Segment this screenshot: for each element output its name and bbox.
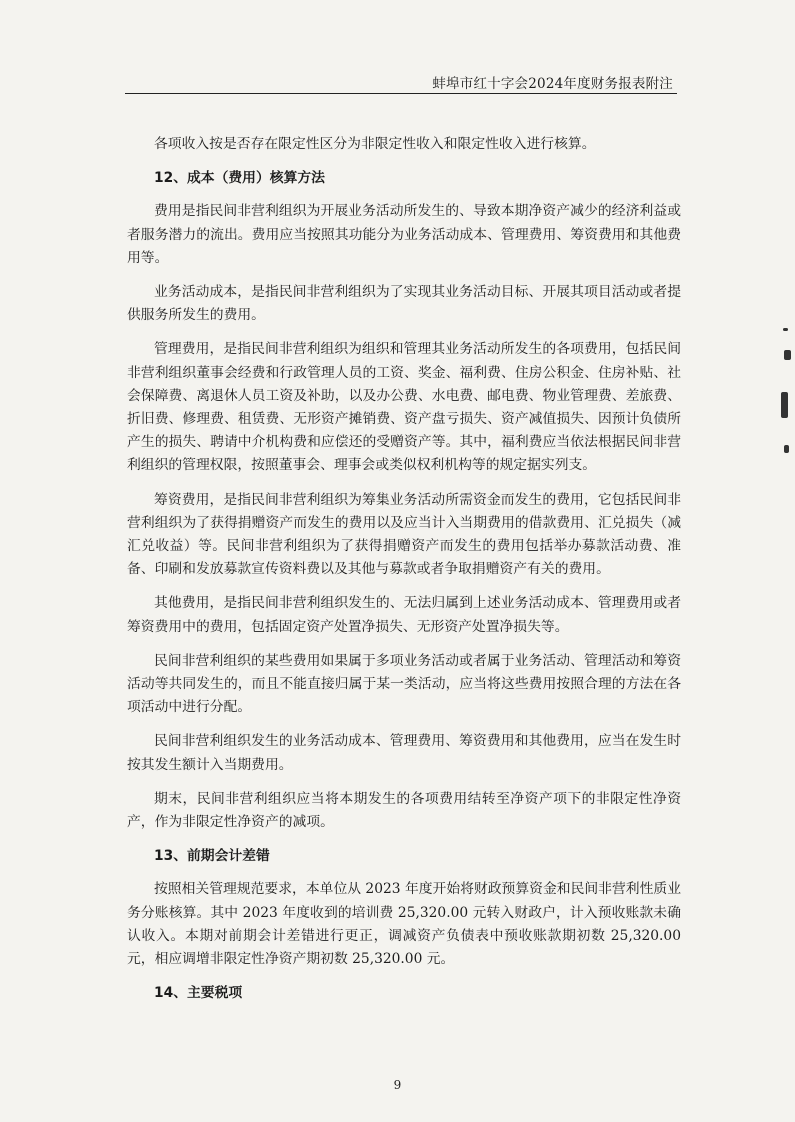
section-heading-13: 13、前期会计差错	[154, 848, 270, 865]
scan-edge-marks	[775, 320, 795, 480]
paragraph: 按照相关管理规范要求，本单位从 2023 年度开始将财政预算资金和民间非营利性质业务分账核算。其中 2023 年度收到的培训费 25,320.00 元转入财政户，计入预收账款未确认收入。本期对前期会计差错进行更正，调减资产负债表中预收账款期初数 25,320.00 元，相应调增非限定性净资产期初数 25,320.00 元。	[127, 881, 681, 968]
section-heading-14: 14、主要税项	[154, 985, 243, 1002]
paragraph: 期末，民间非营利组织应当将本期发生的各项费用结转至净资产项下的非限定性净资产，作为非限定性净资产的减项。	[127, 790, 681, 831]
document-body	[127, 133, 681, 1016]
page-number: 9	[393, 1078, 402, 1092]
paragraph: 费用是指民间非营利组织为开展业务活动所发生的、导致本期净资产减少的经济利益或者服务潜力的流出。费用应当按照其功能分为业务活动成本、管理费用、筹资费用和其他费用等。	[127, 203, 681, 266]
paragraph: 各项收入按是否存在限定性区分为非限定性收入和限定性收入进行核算。	[154, 136, 596, 152]
paragraph: 民间非营利组织的某些费用如果属于多项业务活动或者属于业务活动、管理活动和筹资活动等共同发生的，而且不能直接归属于某一类活动，应当将这些费用按照合理的方法在各项活动中进行分配。	[127, 652, 681, 716]
section-heading-12: 12、成本（费用）核算方法	[154, 170, 325, 187]
paragraph: 民间非营利组织发生的业务活动成本、管理费用、筹资费用和其他费用，应当在发生时按其发生额计入当期费用。	[127, 733, 681, 773]
paragraph: 业务活动成本，是指民间非营利组织为了实现其业务活动目标、开展其项目活动或者提供服务所发生的费用。	[127, 284, 681, 324]
paragraph: 其他费用，是指民间非营利组织发生的、无法归属到上述业务活动成本、管理费用或者筹资费用中的费用，包括固定资产处置净损失、无形资产处置净损失等。	[127, 595, 681, 635]
running-header: 蚌埠市红十字会2024年度财务报表附注	[432, 76, 673, 92]
paragraph: 筹资费用，是指民间非营利组织为筹集业务活动所需资金而发生的费用，它包括民间非营利组织为了获得捐赠资产而发生的费用以及应当计入当期费用的借款费用、汇兑损失（减汇兑收益）等。民间非营利组织为了获得捐赠资产而发生的费用包括举办募款活动费、准备、印刷和发放募款宣传资料费以及其他与募款或者争取捐赠资产有关的费用。	[127, 491, 681, 578]
paragraph: 管理费用，是指民间非营利组织为组织和管理其业务活动所发生的各项费用，包括民间非营利组织董事会经费和行政管理人员的工资、奖金、福利费、住房公积金、住房补贴、社会保障费、离退休人员工资及补助，以及办公费、水电费、邮电费、物业管理费、差旅费、折旧费、修理费、租赁费、无形资产摊销费、资产盘亏损失、资产减值损失、因预计负债所产生的损失、聘请中介机构费和应偿还的受赠资产等。其中，福利费应当依法根据民间非营利组织的管理权限，按照董事会、理事会或类似权利机构等的规定据实列支。	[127, 341, 681, 474]
header-rule	[125, 93, 677, 94]
